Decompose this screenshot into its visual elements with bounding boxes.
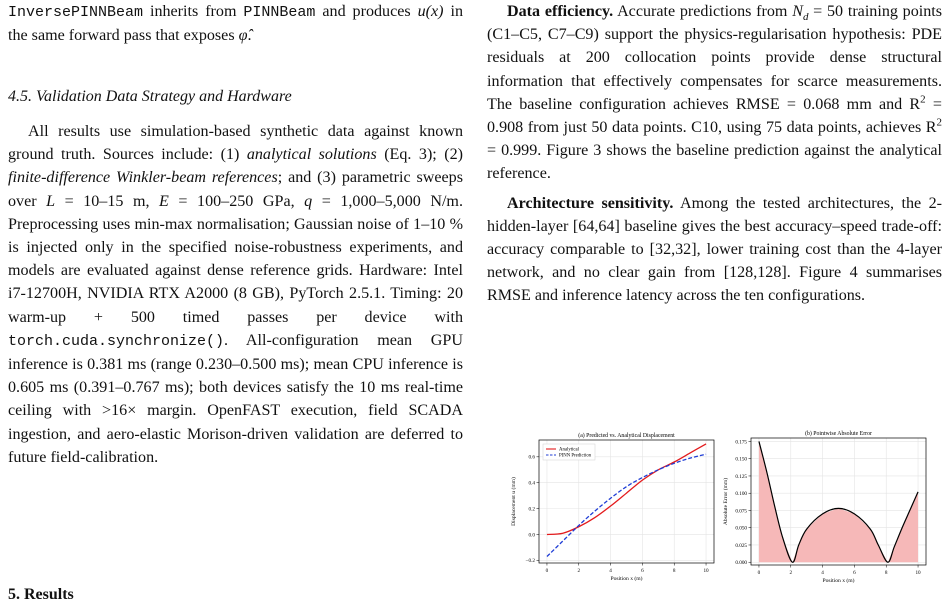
y-tick-label: 0.150 <box>735 456 747 463</box>
x-tick-label: 2 <box>577 568 581 574</box>
x-tick-label: 4 <box>609 568 612 574</box>
x-tick-label: 10 <box>703 568 709 574</box>
y-tick-label: 0.125 <box>735 473 747 480</box>
architecture-paragraph <box>487 192 942 308</box>
chart-panel-b <box>722 430 926 584</box>
body-text: = 100–250 GPa, <box>168 192 305 210</box>
body-text: Among the tested architectures, the 2-hidden-layer [64,64] baseline gives the best accuracy–speed trade-off: accuracy comparable to [32,32], lower training cost than the 4-layer network, and no clear gain from [128,128]. Figure 4 summarises RMSE and inference latency across the ten configurations. <box>487 194 942 305</box>
x-tick-label: 0 <box>545 568 549 574</box>
body-text: = 50 training points (C1–C5, C7–C9) support the physics-regularisation hypothesis: PDE residuals at 200 collocation points provide dense structural information that effectively compensates for scarce measurements. The baseline configuration achieves RMSE = 0.068 mm and R <box>487 3 943 113</box>
y-tick-label: 0.2 <box>528 506 535 513</box>
y-tick-label: 0.025 <box>735 542 747 549</box>
body-text: = 0.999. Figure 3 shows the baseline prediction against the analytical reference. <box>487 142 942 183</box>
right-column <box>487 0 943 584</box>
superscript: 2 <box>936 116 942 129</box>
y-tick-label: 0.175 <box>735 439 747 446</box>
code-sync: torch.cuda.synchronize() <box>8 332 225 350</box>
intro-text: . <box>247 27 252 45</box>
x-axis-label: Position x (m) <box>610 576 643 582</box>
data-efficiency-paragraph <box>487 0 942 186</box>
math-u: u(x) <box>417 3 444 20</box>
math-L: L <box>46 192 56 210</box>
y-tick-label: 0.6 <box>528 454 535 461</box>
y-axis-label: Absolute Error (mm) <box>723 477 729 526</box>
body-text: = 0.908 from just 50 data points. C10, using 75 data points, achieves R <box>487 95 942 137</box>
x-tick-label: 6 <box>853 570 856 576</box>
y-tick-label: 0.075 <box>735 508 747 515</box>
chart-title: (b) Pointwise Absolute Error <box>805 431 872 437</box>
chart-title: (a) Predicted vs. Analytical Displacement <box>578 433 675 439</box>
intro-text: inherits from <box>143 3 244 20</box>
paragraph-title: Architecture sensitivity. <box>507 194 674 212</box>
figure-3 <box>487 410 942 590</box>
math-phi-hat: φ̂ <box>238 27 248 45</box>
body-text: . All-configuration mean GPU inference is 0.381 ms (range 0.230–0.500 ms); mean CPU inference is 0.605 ms (0.391–0.767 ms); both devices satisfy the 10 ms real-time ceiling with >16× margin. OpenFAST execution, field SCADA ingestion, and aero-elastic Morison-driven validation are deferred to future field-calibration. <box>8 331 463 466</box>
left-column <box>8 0 463 603</box>
y-tick-label: 0.4 <box>528 480 535 487</box>
chart-panel-a <box>510 432 714 582</box>
x-tick-label: 6 <box>641 568 644 574</box>
x-tick-label: 8 <box>884 570 888 576</box>
parent-class-name: PINNBeam <box>243 4 316 21</box>
y-tick-label: 0.050 <box>735 525 747 532</box>
x-tick-label: 4 <box>821 570 824 576</box>
emph-analytical: analytical solutions <box>246 146 377 164</box>
math-subscript-d: d <box>802 11 809 24</box>
y-tick-label: 0.000 <box>735 560 747 567</box>
intro-paragraph <box>8 0 463 47</box>
intro-text: and produces <box>315 3 418 20</box>
x-tick-label: 0 <box>757 570 761 576</box>
emph-finite-difference: finite-difference Winkler-beam references <box>8 169 278 187</box>
body-text: ; and (3) parametric sweeps over <box>8 169 463 210</box>
body-text: All results use simulation-based synthetic data against known ground truth. Sources include: (1) <box>8 123 463 164</box>
intro-text: in the same forward pass that exposes <box>8 3 463 45</box>
body-text: = 1,000–5,000 N/m. Preprocessing uses min-max normalisation; Gaussian noise of 1–10 % is injected only in the specified noise-robustness experiments, and models are evaluated against dense reference grids. Hardware: Intel i7-12700H, NVIDIA RTX A2000 (8 GB), PyTorch 2.5.1. Timing: 20 warm-up + 500 timed passes per device with <box>8 192 463 326</box>
x-axis-label: Position x (m) <box>822 578 855 584</box>
x-tick-label: 10 <box>915 570 921 576</box>
paragraph-title: Data efficiency. <box>507 3 614 20</box>
legend-label: PINN Prediction <box>559 453 592 459</box>
math-E: E <box>159 192 169 210</box>
error-area-fill <box>759 441 918 562</box>
y-tick-label: 0.100 <box>735 491 747 498</box>
math-q: q <box>304 192 313 210</box>
class-name: InversePINNBeam <box>8 4 144 21</box>
legend-label: Analytical <box>559 447 579 453</box>
section-title: 4.5. Validation Data Strategy and Hardware <box>8 88 292 105</box>
body-text: = 10–15 m, <box>55 192 160 210</box>
y-tick-label: −0.2 <box>525 558 535 565</box>
y-axis-label: Displacement u (mm) <box>511 477 517 526</box>
y-tick-label: 0.0 <box>528 532 535 539</box>
validation-paragraph <box>8 120 463 469</box>
math-N: N <box>792 3 803 20</box>
next-section-heading: 5. Results <box>8 586 74 603</box>
series-line-pinn-prediction <box>547 454 706 556</box>
x-tick-label: 2 <box>789 570 793 576</box>
body-text: Accurate predictions from <box>613 3 793 20</box>
x-tick-label: 8 <box>672 568 676 574</box>
body-text: (Eq. 3); (2) <box>376 146 463 164</box>
superscript: 2 <box>920 93 926 106</box>
